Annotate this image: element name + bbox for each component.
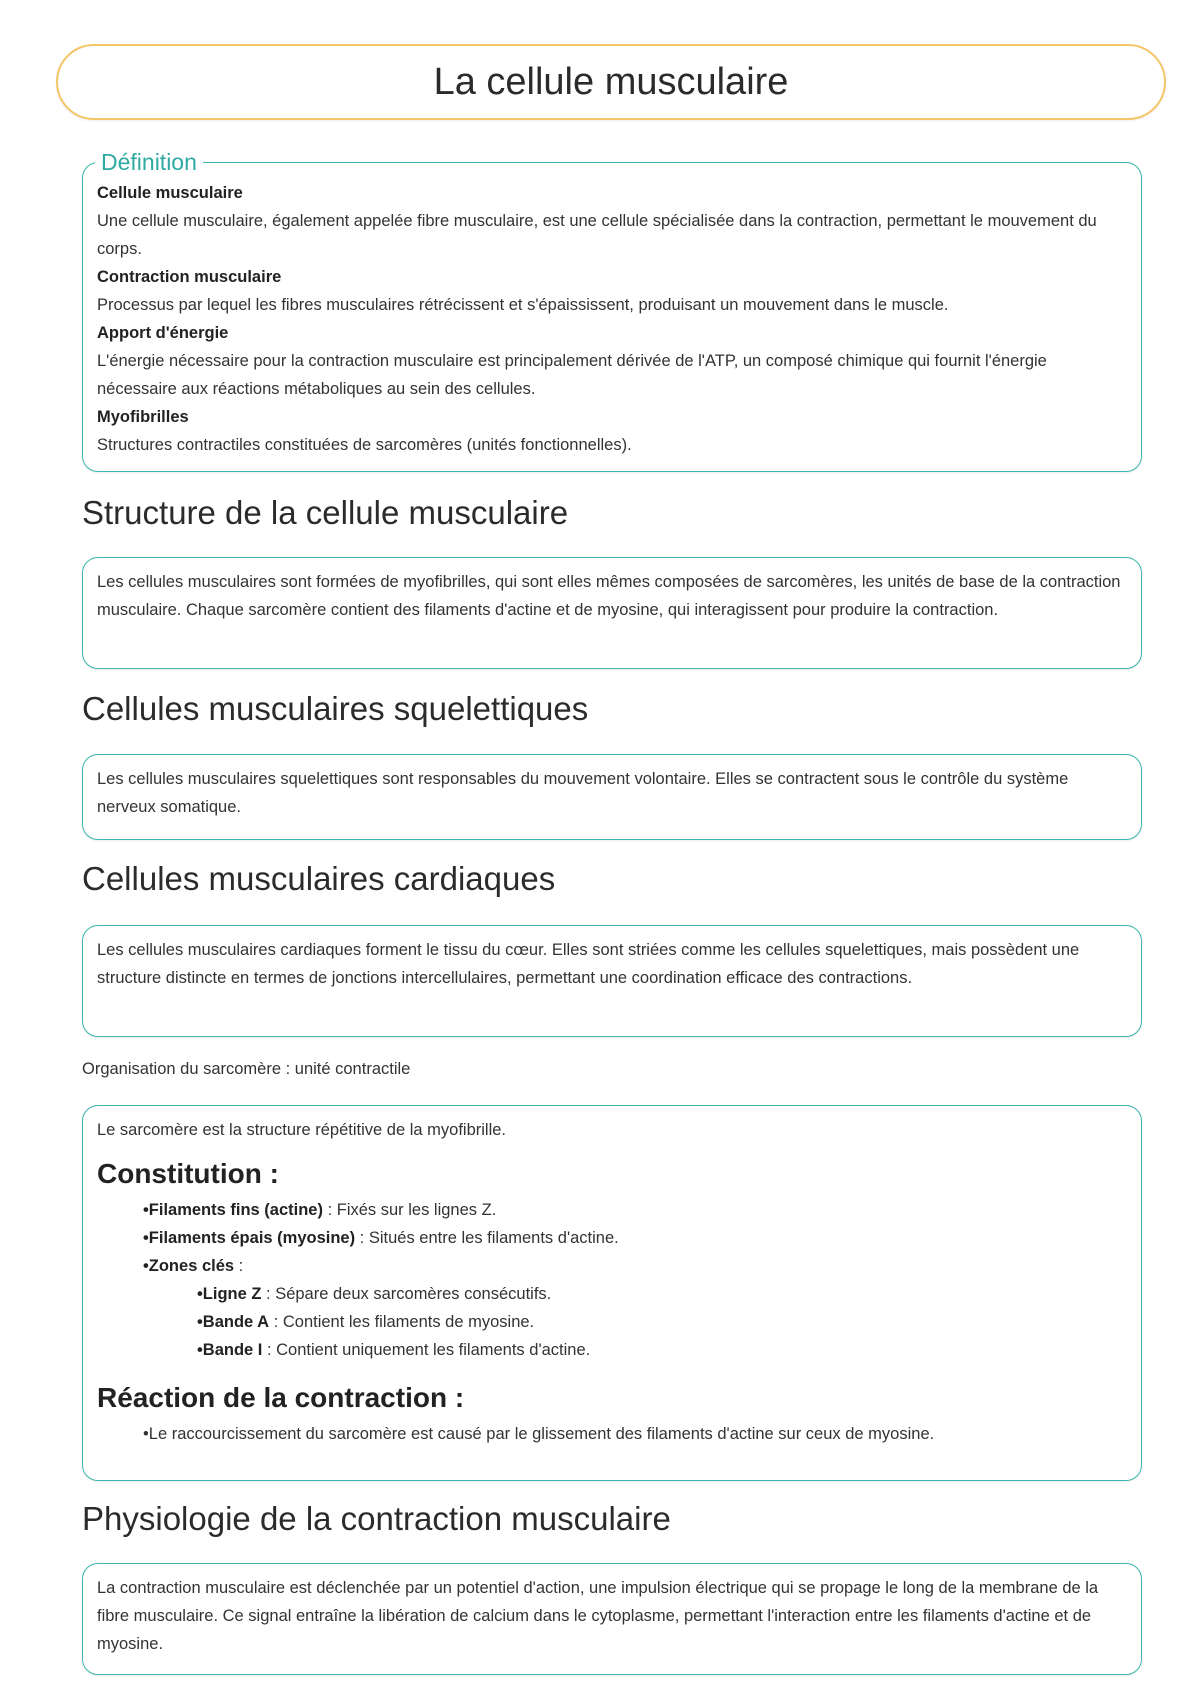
cardiaques-text: Les cellules musculaires cardiaques forment le tissu du cœur. Elles sont striées comme les cellules squelettiques, mais possèdent une structure distincte en termes de jonctions intercellulaires, permettant une coordination efficace des contractions. xyxy=(97,941,1080,987)
squelettiques-card xyxy=(82,754,1142,840)
bullet-text: : Contient uniquement les filaments d'actine. xyxy=(262,1341,591,1359)
definition-text: Structures contractiles constituées de sarcomères (unités fonctionnelles). xyxy=(97,436,632,454)
definition-term: Myofibrilles xyxy=(97,408,189,426)
cardiaques-card xyxy=(82,925,1142,1037)
sarcomere-label: Organisation du sarcomère : unité contractile xyxy=(82,1060,411,1078)
section-heading-cardiaques: Cellules musculaires cardiaques xyxy=(82,860,556,897)
bullet-text: : xyxy=(234,1257,244,1275)
bullet-term: •Ligne Z xyxy=(197,1285,262,1303)
list-item xyxy=(97,1308,1127,1336)
bullet-text: : Contient les filaments de myosine. xyxy=(269,1313,535,1331)
definition-text: L'énergie nécessaire pour la contraction musculaire est principalement dérivée de l'ATP, un composé chimique qui fournit l'énergie nécessaire aux réactions métaboliques au sein des cellules. xyxy=(97,352,1047,398)
list-item xyxy=(97,1280,1127,1308)
section-heading-squelettiques: Cellules musculaires squelettiques xyxy=(82,690,589,727)
sarcomere-card xyxy=(82,1105,1142,1481)
constitution-heading: Constitution : xyxy=(97,1158,279,1189)
bullet-term: •Zones clés xyxy=(143,1257,235,1275)
bullet-term: •Bande I xyxy=(197,1341,263,1359)
definition-text: Une cellule musculaire, également appelée fibre musculaire, est une cellule spécialisée dans la contraction, permettant le mouvement du corps. xyxy=(97,212,1097,258)
definition-term: Contraction musculaire xyxy=(97,268,282,286)
squelettiques-text: Les cellules musculaires squelettiques sont responsables du mouvement volontaire. Elles se contractent sous le contrôle du système nerveux somatique. xyxy=(97,770,1069,816)
bullet-term: •Bande A xyxy=(197,1313,270,1331)
bullet-text: : Fixés sur les lignes Z. xyxy=(322,1201,497,1219)
definition-legend: Définition xyxy=(95,148,203,176)
bullet-text: : Situés entre les filaments d'actine. xyxy=(355,1229,619,1247)
structure-text: Les cellules musculaires sont formées de myofibrilles, qui sont elles mêmes composées de sarcomères, les unités de base de la contraction musculaire. Chaque sarcomère contient des filaments d'actine et de myosine, qui interagissent pour produire la contraction. xyxy=(97,573,1121,619)
section-heading-structure: Structure de la cellule musculaire xyxy=(82,494,569,531)
bullet-term: •Filaments épais (myosine) xyxy=(143,1229,356,1247)
definition-term: Apport d'énergie xyxy=(97,324,229,342)
bullet-text: : Sépare deux sarcomères consécutifs. xyxy=(261,1285,552,1303)
physiologie-card xyxy=(82,1563,1142,1675)
bullet-term: •Filaments fins (actine) xyxy=(143,1201,323,1219)
definition-text: Processus par lequel les fibres musculaires rétrécissent et s'épaississent, produisant un mouvement dans le muscle. xyxy=(97,296,949,314)
definition-card xyxy=(82,149,1142,472)
title-banner xyxy=(56,44,1166,120)
list-item xyxy=(97,1336,1127,1364)
list-item xyxy=(97,1252,1127,1280)
physiologie-text: La contraction musculaire est déclenchée par un potentiel d'action, une impulsion électrique qui se propage le long de la membrane de la fibre musculaire. Ce signal entraîne la libération de calcium dans le cytoplasme, permettant l'interaction entre les filaments d'actine et de myosine. xyxy=(97,1579,1099,1653)
reaction-heading: Réaction de la contraction : xyxy=(97,1382,465,1413)
list-item xyxy=(97,1196,1127,1224)
list-item xyxy=(97,1224,1127,1252)
definition-term: Cellule musculaire xyxy=(97,184,243,202)
structure-card xyxy=(82,557,1142,669)
list-item: •Le raccourcissement du sarcomère est causé par le glissement des filaments d'actine sur ceux de myosine. xyxy=(143,1425,935,1443)
section-heading-physiologie: Physiologie de la contraction musculaire xyxy=(82,1500,671,1537)
page-title: La cellule musculaire xyxy=(433,60,789,103)
sarcomere-intro: Le sarcomère est la structure répétitive de la myofibrille. xyxy=(97,1121,507,1139)
